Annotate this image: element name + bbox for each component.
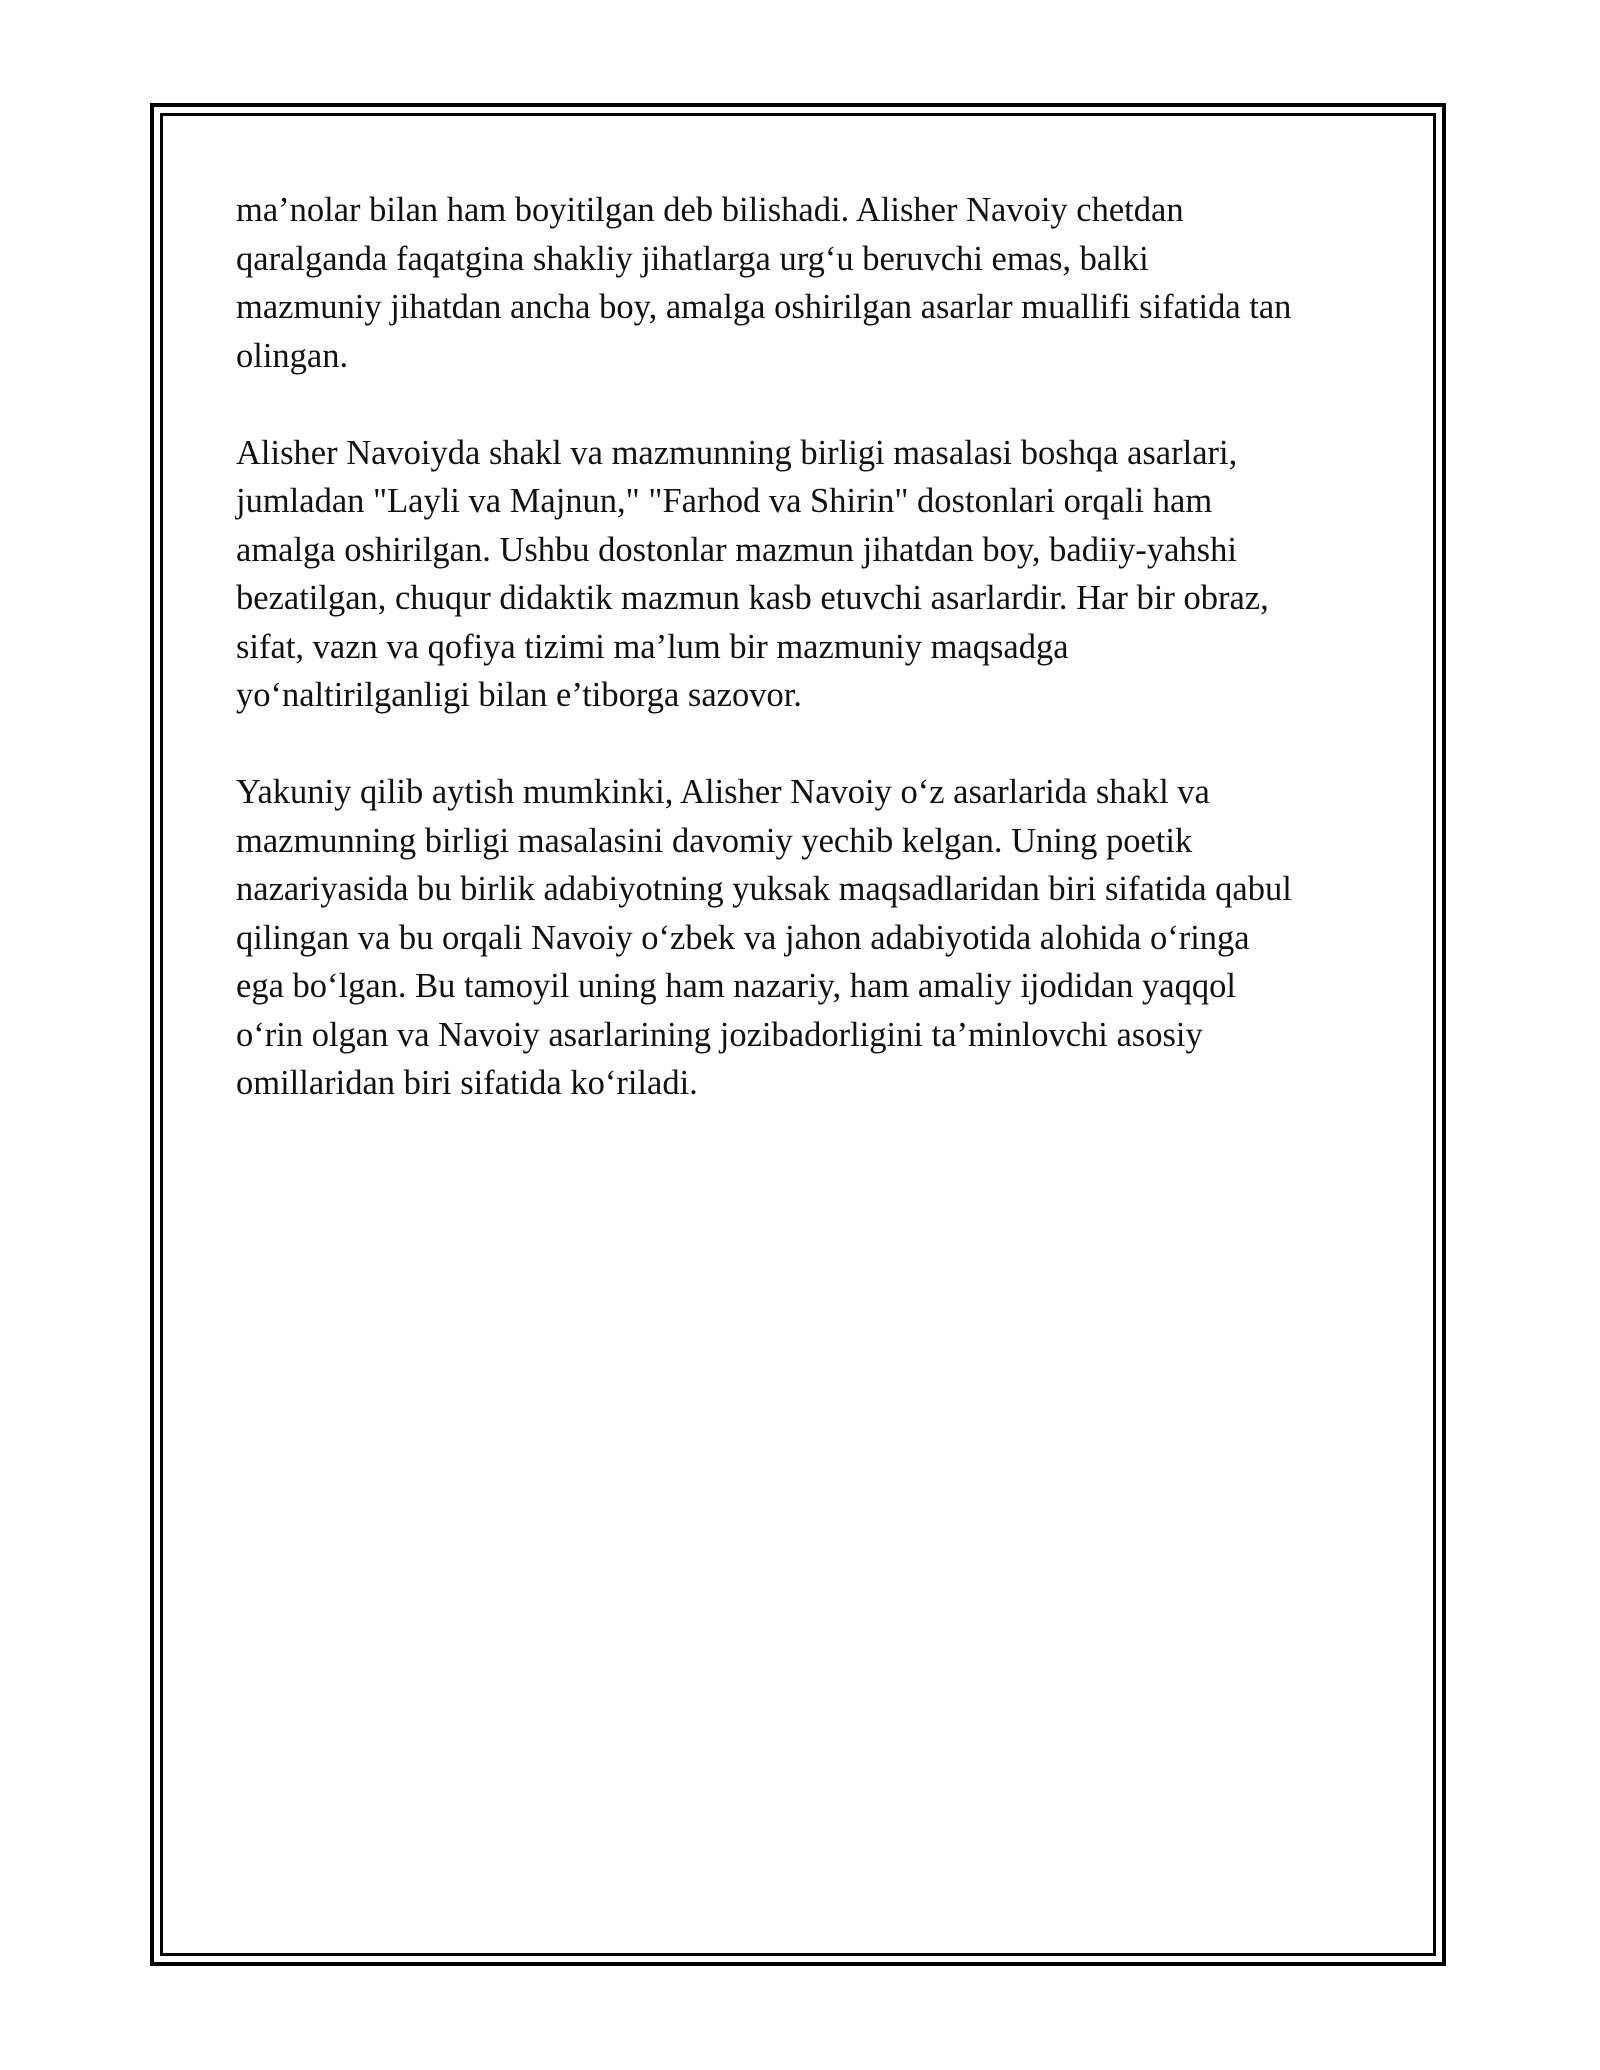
paragraph-3: Yakuniy qilib aytish mumkinki, Alisher Navoiy o‘z asarlarida shakl va mazmunning birligi masalasini davomiy yechib kelgan. Uning poetik nazariyasida bu birlik adabiyotning yuksak maqsadlaridan biri sifatida qabul qilingan va bu orqali Navoiy o‘zbek va jahon adabiyotida alohida o‘ringa ega bo‘lgan. Bu tamoyil uning ham nazariy, ham amaliy ijodidan yaqqol o‘rin olgan va Navoiy asarlarining jozibadorligini ta’minlovchi asosiy omillaridan biri sifatida ko‘riladi.: [236, 773, 1292, 1102]
document-body: [236, 186, 1376, 1156]
paragraph-2: Alisher Navoiyda shakl va mazmunning birligi masalasi boshqa asarlari, jumladan "Layli va Majnun," "Farhod va Shirin" dostonlari orqali ham amalga oshirilgan. Ushbu dostonlar mazmun jihatdan boy, badiiy-yahshi bezatilgan, chuqur didaktik mazmun kasb etuvchi asarlardir. Har bir obraz, sifat, vazn va qofiya tizimi ma’lum bir mazmuniy maqsadga yo‘naltirilganligi bilan e’tiborga sazovor.: [236, 433, 1269, 714]
paragraph-1: ma’nolar bilan ham boyitilgan deb bilishadi. Alisher Navoiy chetdan qaralganda faqatgina shakliy jihatlarga urg‘u beruvchi emas, balki mazmuniy jihatdan ancha boy, amalga oshirilgan asarlar muallifi sifatida tan olingan.: [236, 191, 1292, 375]
